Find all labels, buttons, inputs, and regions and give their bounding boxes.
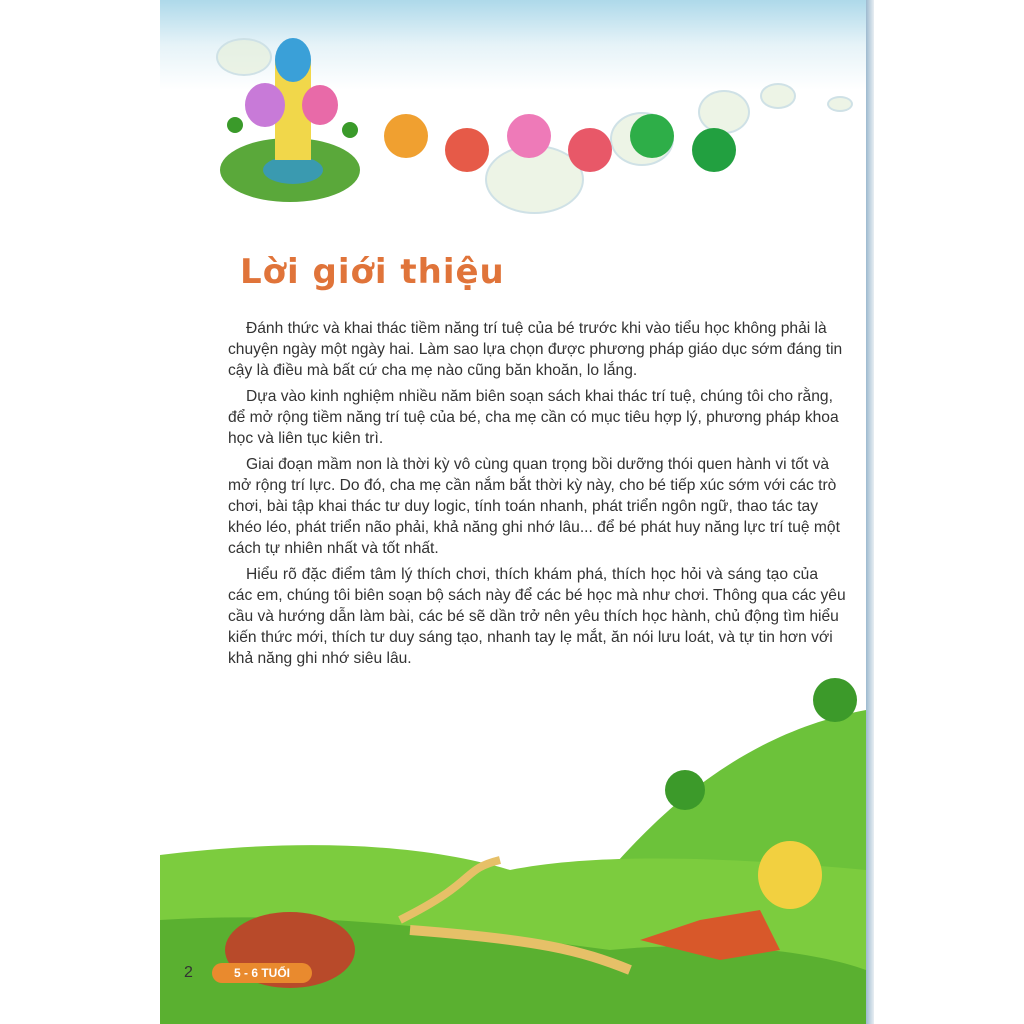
intro-text: [228, 318, 846, 674]
color-dot-dark-green: [692, 128, 736, 172]
bubble-decoration: [760, 83, 796, 109]
paragraph: [228, 564, 846, 669]
color-dot-rose: [568, 128, 612, 172]
text-line: cầu và hướng dẫn làm bài, các bé sẽ dần trở nên yêu thích học hành, chủ động tìm hiểu: [228, 608, 839, 625]
paragraph: [228, 386, 839, 449]
text-line: kiến thức mới, thích tư duy sáng tạo, nhanh tay lẹ mắt, ăn nói lưu loát, và tự tin hơn với: [228, 629, 833, 646]
text-line: Dựa vào kinh nghiệm nhiều năm biên soạn sách khai thác trí tuệ, chúng tôi cho rằng,: [246, 388, 833, 405]
age-badge: 5 - 6 TUỔI: [212, 963, 312, 983]
text-line: học và liên tục kiên trì.: [228, 430, 384, 447]
bubble-decoration: [827, 96, 853, 112]
bubble-decoration: [216, 38, 272, 76]
page-title: Lời giới thiệu: [240, 252, 505, 292]
text-line: cách tự nhiên nhất và tốt nhất.: [228, 540, 439, 557]
text-line: chơi, bài tập khai thác tư duy logic, tính toán nhanh, phát triển ngôn ngữ, thao tác tay: [228, 498, 818, 515]
book-page: [160, 0, 866, 1024]
page-number: 2: [184, 964, 193, 981]
paragraph: [228, 318, 843, 381]
text-line: Giai đoạn mầm non là thời kỳ vô cùng quan trọng bồi dưỡng thói quen hành vi tốt và: [246, 456, 830, 473]
color-dot-green: [630, 114, 674, 158]
text-line: Hiểu rõ đặc điểm tâm lý thích chơi, thích khám phá, thích học hỏi và sáng tạo của: [246, 566, 818, 583]
text-line: chuyện ngày một ngày hai. Làm sao lựa chọn được phương pháp giáo dục sớm đáng tin: [228, 341, 843, 358]
text-line: khéo léo, phát triển não phải, khả năng ghi nhớ lâu... để bé phát huy năng lực trí tuệ một: [228, 519, 840, 536]
color-dot-pink: [507, 114, 551, 158]
text-line: cậy là điều mà bất cứ cha mẹ nào cũng băn khoăn, lo lắng.: [228, 362, 638, 379]
page-edge: [866, 0, 874, 1024]
color-dot-orange: [384, 114, 428, 158]
text-line: Đánh thức và khai thác tiềm năng trí tuệ của bé trước khi vào tiểu học không phải là: [246, 320, 827, 337]
text-line: các em, chúng tôi biên soạn bộ sách này để các bé học mà như chơi. Thông qua các yêu: [228, 587, 846, 604]
paragraph: [228, 454, 840, 559]
text-line: để mở rộng tiềm năng trí tuệ của bé, cha mẹ cần có mục tiêu hợp lý, phương pháp khoa: [228, 409, 839, 426]
bubble-decoration: [698, 90, 750, 134]
color-dot-red: [445, 128, 489, 172]
text-line: khả năng ghi nhớ siêu lâu.: [228, 650, 412, 667]
text-line: mở rộng trí lực. Do đó, cha mẹ cần nắm bắt thời kỳ này, cho bé tiếp xúc sớm với các trò: [228, 477, 837, 494]
